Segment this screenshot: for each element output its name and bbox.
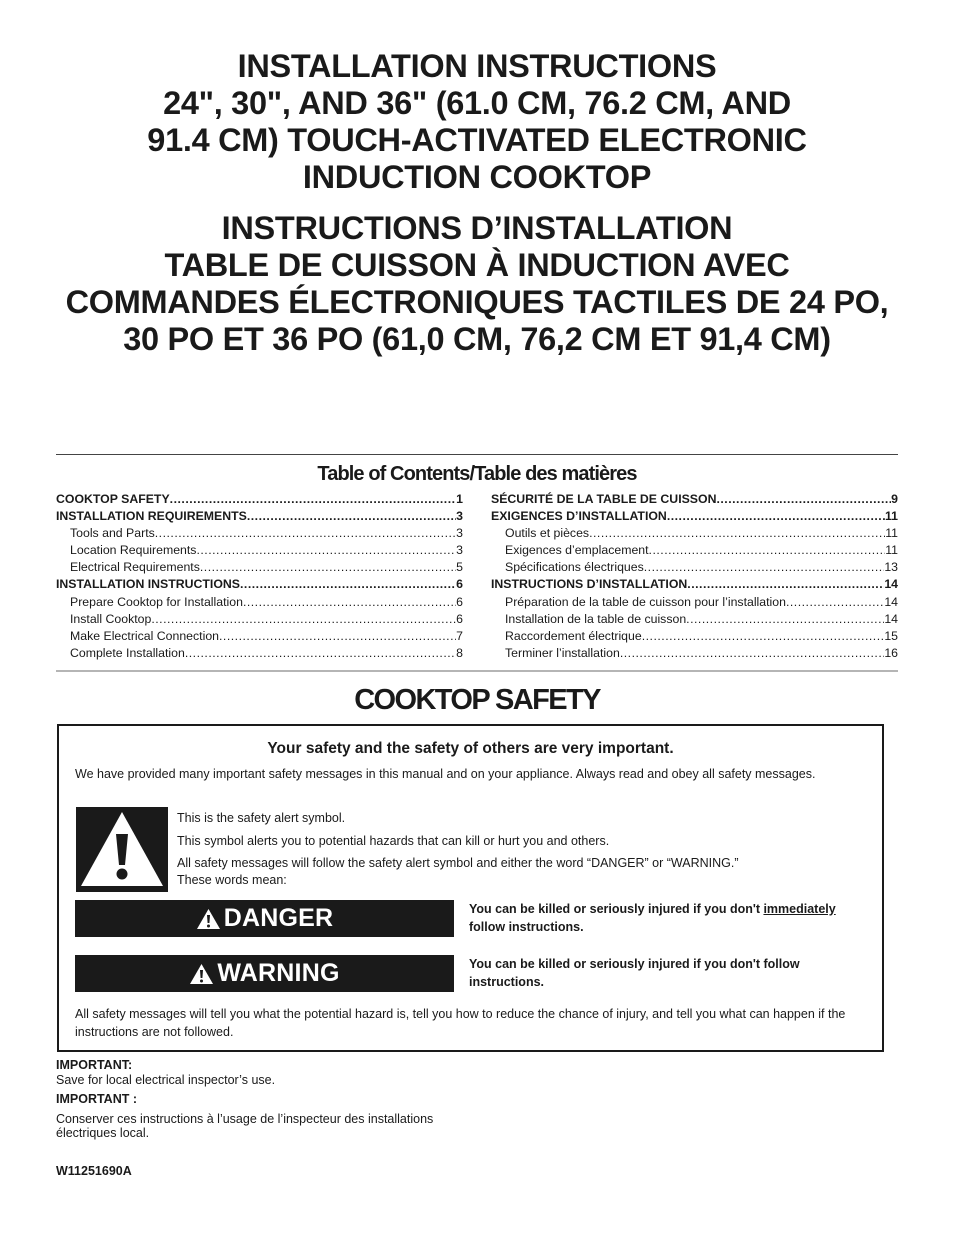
toc-leader (716, 491, 891, 508)
safety-box-footer: All safety messages will tell you what the potential hazard is, tell you how to reduce the chance of injury, and tell you what can happen if the instructions are not followed. (75, 1007, 846, 1039)
toc-entry-label: Make Electrical Connection (70, 628, 219, 643)
safety-alert-triangle-icon (76, 807, 168, 892)
toc-entry[interactable] (491, 525, 898, 542)
toc-leader (686, 611, 884, 628)
toc-entry-label: COOKTOP SAFETY (56, 492, 170, 506)
toc-entry-page: 3 (456, 543, 463, 558)
toc-leader (151, 611, 456, 628)
toc-entry[interactable] (491, 542, 898, 559)
toc-entry-page: 6 (456, 577, 463, 592)
warning-triangle-icon (189, 963, 214, 985)
warning-triangle-icon (196, 908, 221, 930)
toc-leader (170, 491, 457, 508)
toc-entry-page: 11 (885, 526, 898, 541)
warning-description: You can be killed or seriously injured if you don't follow instructions. (469, 957, 800, 989)
toc-leader (219, 628, 456, 645)
title-en-line: 91.4 CM) TOUCH-ACTIVATED ELECTRONIC (147, 122, 807, 158)
toc-column-english (56, 491, 463, 662)
toc-leader (185, 645, 456, 662)
safety-alert-explanation (177, 810, 867, 889)
toc-entry[interactable] (491, 594, 898, 611)
toc-leader (642, 628, 885, 645)
alert-line: This symbol alerts you to potential hazards that can kill or hurt you and others. (177, 833, 610, 848)
toc-entry-label: INSTALLATION INSTRUCTIONS (56, 577, 240, 592)
toc-leader (644, 559, 885, 576)
toc-leader (589, 525, 885, 542)
toc-entry-page: 16 (884, 645, 898, 660)
toc-entry-label: Outils et pièces (505, 526, 590, 541)
danger-banner (75, 900, 454, 937)
toc-entry-label: Terminer l’installation (505, 645, 620, 660)
toc-leader (667, 508, 885, 525)
toc-entry-label: EXIGENCES D’INSTALLATION (491, 509, 667, 524)
important-fr-label: IMPORTANT : (56, 1092, 138, 1106)
toc-entry[interactable] (56, 576, 463, 593)
danger-text-underlined: immediately (763, 902, 836, 916)
toc-entry-label: Tools and Parts (70, 526, 155, 541)
toc-entry-page: 14 (884, 577, 898, 592)
danger-label: DANGER (223, 904, 334, 932)
important-en-label: IMPORTANT: (56, 1058, 133, 1072)
toc-entry-page: 6 (456, 611, 463, 626)
toc-entry-page: 6 (456, 594, 463, 609)
toc-entry-label: INSTRUCTIONS D’INSTALLATION (491, 577, 688, 592)
safety-box-intro: We have provided many important safety messages in this manual and on your appliance. Always read and obey all safety messages. (75, 767, 816, 781)
toc-leader (247, 508, 456, 525)
danger-description (469, 901, 874, 936)
toc-entry-label: Installation de la table de cuisson (505, 611, 687, 626)
safety-message-box (57, 724, 884, 1052)
toc-entry-label: Complete Installation (70, 645, 185, 660)
toc-entry[interactable] (56, 508, 463, 525)
title-fr-line: 30 PO ET 36 PO (61,0 CM, 76,2 CM ET 91,4 CM) (123, 321, 831, 357)
toc-leader (240, 576, 456, 593)
alert-line: All safety messages will follow the safety alert symbol and either the word “DANGER” or “WARNING.” These words mean: (177, 856, 739, 887)
divider-middle (56, 670, 898, 672)
toc-entry-label: Electrical Requirements (70, 560, 200, 575)
toc-entry-page: 14 (884, 594, 898, 609)
toc-entry-label: Exigences d’emplacement (505, 543, 649, 558)
toc-heading: Table of Contents/Table des matières (317, 463, 637, 485)
title-en-line: INSTALLATION INSTRUCTIONS (237, 48, 717, 84)
toc-entry[interactable] (56, 542, 463, 559)
toc-entry[interactable] (56, 594, 463, 611)
important-notes (56, 1058, 476, 1141)
toc-entry[interactable] (491, 576, 898, 593)
toc-entry[interactable] (491, 645, 898, 662)
toc-entry[interactable] (56, 559, 463, 576)
toc-entry-page: 8 (456, 645, 463, 660)
toc-entry-label: Prepare Cooktop for Installation (70, 594, 243, 609)
danger-text-after: follow instructions. (469, 919, 584, 934)
alert-line: This is the safety alert symbol. (177, 811, 346, 825)
divider-top (56, 454, 898, 455)
important-en-text: Save for local electrical inspector’s use. (56, 1072, 276, 1087)
warning-label: WARNING (217, 959, 340, 987)
toc-entry-page: 11 (885, 509, 898, 524)
toc-entry-label: INSTALLATION REQUIREMENTS (56, 509, 247, 524)
toc-entry-label: Spécifications électriques (505, 560, 644, 575)
danger-text-before: You can be killed or seriously injured if you don't (469, 902, 764, 916)
toc-entry[interactable] (56, 491, 463, 508)
document-title (40, 48, 914, 358)
title-fr-line: INSTRUCTIONS D’INSTALLATION (221, 210, 733, 246)
section-heading: COOKTOP SAFETY (354, 684, 600, 716)
toc-leader (200, 559, 456, 576)
toc-entry[interactable] (56, 525, 463, 542)
toc-leader (620, 645, 884, 662)
title-french (40, 210, 914, 358)
toc-entry-label: Location Requirements (70, 543, 197, 558)
toc-leader (155, 525, 456, 542)
toc-column-french (491, 491, 898, 662)
safety-box-heading: Your safety and the safety of others are very important. (267, 740, 674, 757)
toc-entry[interactable] (491, 628, 898, 645)
toc-entry[interactable] (56, 645, 463, 662)
title-fr-line: TABLE DE CUISSON À INDUCTION AVEC (164, 247, 790, 283)
toc-entry[interactable] (491, 508, 898, 525)
toc-entry[interactable] (56, 628, 463, 645)
toc-entry-page: 15 (884, 628, 898, 643)
toc-entry-label: Install Cooktop (70, 611, 152, 626)
toc-entry-page: 9 (891, 492, 898, 506)
toc-leader (649, 542, 886, 559)
title-fr-line: COMMANDES ÉLECTRONIQUES TACTILES DE 24 PO, (65, 284, 889, 320)
toc-entry-page: 14 (884, 611, 898, 626)
document-number: W11251690A (56, 1164, 132, 1178)
toc-leader (196, 542, 456, 559)
toc-entry-page: 7 (456, 628, 463, 643)
toc-leader (687, 576, 884, 593)
toc-leader (786, 594, 884, 611)
toc-entry-label: Préparation de la table de cuisson pour l’installation (505, 594, 786, 609)
toc-entry[interactable] (491, 491, 898, 508)
toc-entry[interactable] (491, 559, 898, 576)
toc-entry[interactable] (491, 611, 898, 628)
title-en-line: 24", 30", AND 36" (61.0 CM, 76.2 CM, AND (163, 85, 791, 121)
title-en-line: INDUCTION COOKTOP (302, 159, 652, 195)
toc-entry-page: 5 (456, 560, 463, 575)
toc-entry-page: 13 (884, 560, 898, 575)
toc-entry-page: 3 (456, 526, 463, 541)
warning-banner (75, 955, 454, 992)
toc-entry-page: 11 (885, 543, 898, 558)
toc-entry-label: Raccordement électrique (505, 628, 642, 643)
toc-entry-page: 3 (456, 509, 463, 524)
toc-leader (243, 594, 456, 611)
toc-entry[interactable] (56, 611, 463, 628)
important-fr-text: Conserver ces instructions à l’usage de l’inspecteur des installations électriques local. (56, 1111, 434, 1140)
toc-entry-label: SÉCURITÉ DE LA TABLE DE CUISSON (491, 492, 717, 506)
title-english (40, 48, 914, 196)
toc-entry-page: 1 (456, 492, 463, 506)
